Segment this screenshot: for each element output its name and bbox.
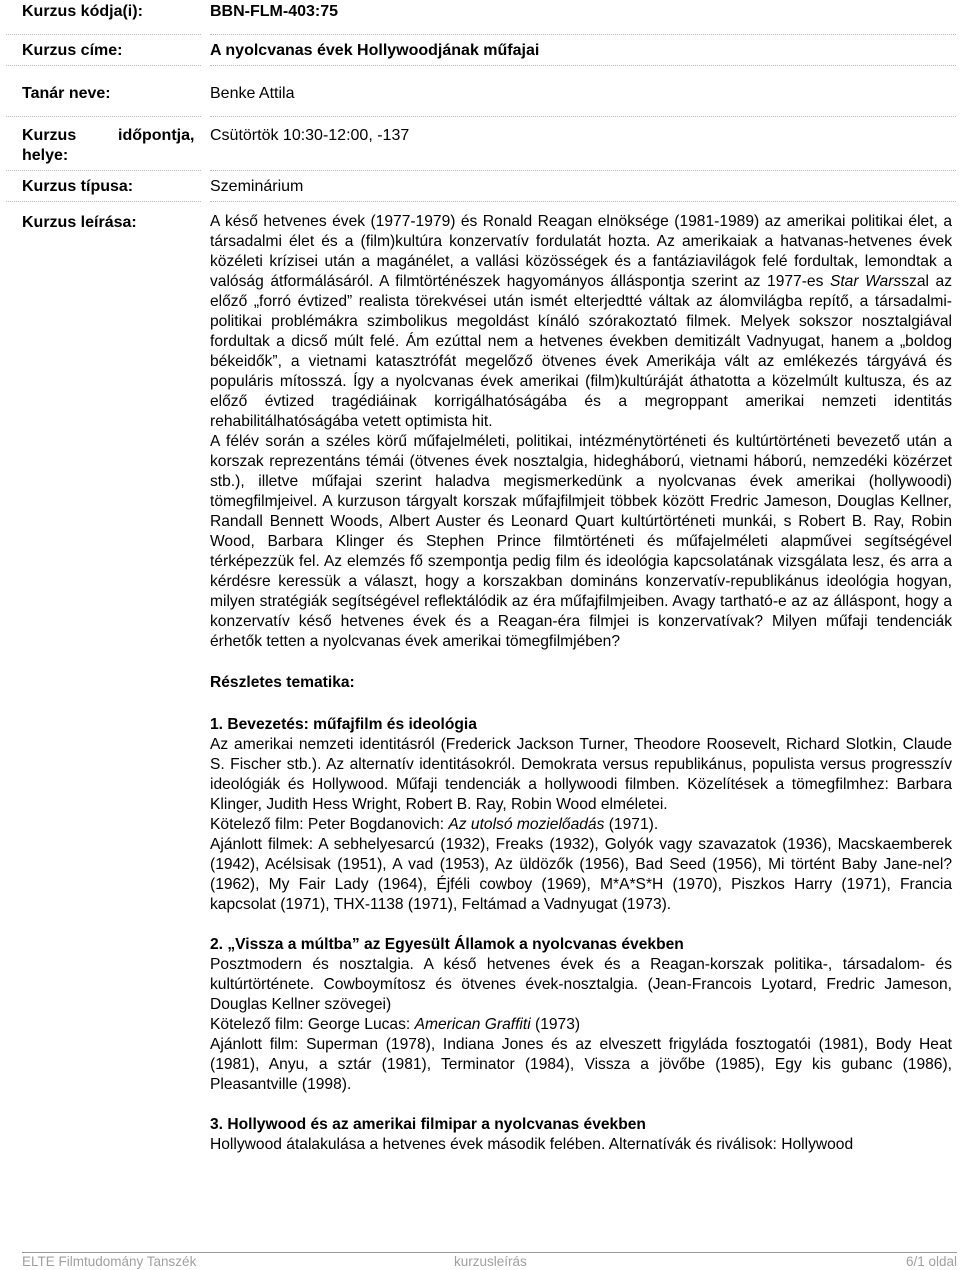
course-title-value: A nyolcvanas évek Hollywoodjának műfajai (210, 42, 540, 59)
film-title: Az utolsó mozielőadás (448, 816, 605, 833)
separator (6, 65, 201, 66)
type-label: Kurzus típusa: (22, 178, 134, 195)
page-footer (22, 1252, 957, 1269)
separator (210, 170, 956, 171)
separator (210, 116, 956, 117)
separator (6, 170, 201, 171)
separator (6, 34, 201, 35)
teacher-value: Benke Attila (210, 85, 295, 102)
description-paragraph-1: A késő hetvenes évek (1977-1979) és Ronald Reagan elnöksége (1981-1989) az amerikai politikai élet, a társadalmi élet és a (film)kultúra konzervatív fordulatát hozta. Az amerikaiak a hatvanas-hetvenes évek közéleti krízisei után a magánélet, a vallási közösségek és a fantáziavilágok felé fordultak, lemondtak a valóság átformálásáról. A filmtörténészek hagyományos álláspontja szerint az 1977-es Star Warsszal az előző „forró évtized” realista törekvései után ismét elterjedtté váltak az álomvilágba repítő, a társadalmi-politikai problémákra szimbolikus megoldást kínáló szórakoztató filmek. Melyek sokszor nosztalgiával fordultak a dicső múlt felé. Ám ezúttal nem a hetvenes években demitizált Vadnyugat, hanem a „boldog békeidők”, a vietnami katasztrófát megelőző ötvenes évek Amerikája vált az emlékezés tárgyává és populáris mítosszá. Így a nyolcvanas évek amerikai (film)kultúráját áthatotta a közelmúlt kultusza, és az előző évtized tragédiáinak korrigálhatóságába és a megroppant amerikai nemzeti identitás rehabilitálhatóságába vetett optimista hit. (210, 213, 953, 430)
topic-1-body: Az amerikai nemzeti identitásról (Frederick Jackson Turner, Theodore Roosevelt, Richard Slotkin, Claude S. Fischer stb.). Az alternatív identitásokról. Demokrata versus republikánus, populista versus progresszív ideológiák és Hollywood. Műfaji tendenciák a hollywoodi filmben. Közelítések a tömegfilmhez: Barbara Klinger, Judith Hess Wright, Robert B. Ray, Robin Wood elméletei. (210, 736, 952, 813)
topic-2-required: Kötelező film: George Lucas: American Graffiti (1973) (210, 1016, 581, 1033)
topic-3-title: 3. Hollywood és az amerikai filmipar a nyolcvanas években (210, 1116, 646, 1133)
description-paragraph-2: A félév során a széles körű műfajelméleti, politikai, intézménytörténeti és kultúrtörténeti bevezető után a korszak reprezentáns témái (ötvenes évek nosztalgia, hidegháború, vietnami háború, nemzedéki közérzet stb.), illetve műfajai szerint haladva megismerkedünk a nyolcvanas évek amerikai (hollywoodi) tömegfilmjeivel. A kurzuson tárgyalt korszak műfajfilmjeit többek között Fredric Jameson, Douglas Kellner, Randall Bennett Woods, Albert Auster és Leonard Quart kultúrtörténeti munkái, s Robert B. Ray, Robin Wood, Barbara Klinger és Stephen Prince filmtörténeti és műfajelméleti alapművei segítségével térképezzük fel. Az elemzés fő szempontja pedig film és ideológia kapcsolatának vizsgálata lesz, és arra a kérdésre keressük a választ, hogy a korszakban domináns konzervatív-republikánus ideológia hogyan, milyen stratégiák segítségével reflektálódik az éra műfajfilmjeiben. Avagy tartható-e az az álláspont, hogy a konzervatív késő hetvenes évek és a Reagan-éra filmjei is konzervatívak? Milyen műfaji tendenciák érhetők tetten a nyolcvanas évek amerikai tömegfilmjében? (210, 433, 952, 650)
footer-page-number: 6/1 oldal (905, 1254, 957, 1269)
course-title-label: Kurzus címe: (22, 42, 123, 59)
film-title: Star Wars (829, 273, 902, 290)
footer-department: ELTE Filmtudomány Tanszék (22, 1254, 197, 1269)
course-description (210, 212, 952, 1155)
separator (6, 116, 201, 117)
time-value: Csütörtök 10:30-12:00, -137 (210, 127, 410, 144)
separator (210, 65, 956, 66)
separator (6, 201, 201, 202)
time-label-c: helye: (22, 147, 69, 164)
film-title: American Graffiti (414, 1016, 531, 1033)
topic-1-required: Kötelező film: Peter Bogdanovich: Az utolsó mozielőadás (1971). (210, 816, 659, 833)
type-value: Szeminárium (210, 178, 304, 195)
time-label-a: Kurzus (22, 127, 77, 144)
topic-1-recommended: Ajánlott filmek: A sebhelyesarcú (1932), Freaks (1932), Golyók vagy szavazatok (1936), Macskaemberek (1942), Acélsisak (1951), A vad (1953), Az üldözők (1956), Bad Seed (1956), Mi történt Baby Jane-nel? (1962), My Fair Lady (1964), Éjféli cowboy (1969), M*A*S*H (1970), Piszkos Harry (1971), Francia kapcsolat (1971), THX-1138 (1971), Feltámad a Vadnyugat (1973). (210, 836, 952, 913)
separator (210, 34, 956, 35)
course-code-value: BBN-FLM-403:75 (210, 3, 339, 20)
course-code-label: Kurzus kódja(i): (22, 3, 143, 20)
topic-2-title: 2. „Vissza a múltba” az Egyesült Államok a nyolcvanas években (210, 936, 684, 953)
topic-2-recommended: Ajánlott film: Superman (1978), Indiana Jones és az elveszett frigyláda fosztogatói (1981), Body Heat (1981), Anyu, a sztár (1981), Terminator (1984), Vissza a jövőbe (1985), Egy kis gubanc (1986), Pleasantville (1998). (210, 1036, 952, 1093)
topic-2-body: Posztmodern és nosztalgia. A késő hetvenes évek és a Reagan-korszak politika-, társadalom- és kultúrtörténete. Cowboymítosz és ötvenes évek-nosztalgia. (Jean-Francois Lyotard, Fredric Jameson, Douglas Kellner szövegei) (210, 956, 952, 1013)
footer-doc-type: kurzusleírás (454, 1254, 527, 1269)
teacher-label: Tanár neve: (22, 85, 111, 102)
topic-1-title: 1. Bevezetés: műfajfilm és ideológia (210, 716, 477, 733)
separator (210, 201, 956, 202)
description-label: Kurzus leírása: (22, 214, 137, 231)
topic-3-body: Hollywood átalakulása a hetvenes évek második felében. Alternatívák és riválisok: Hollywood (210, 1136, 854, 1153)
time-label-b: időpontja, (118, 127, 195, 144)
topics-heading: Részletes tematika: (210, 674, 355, 691)
